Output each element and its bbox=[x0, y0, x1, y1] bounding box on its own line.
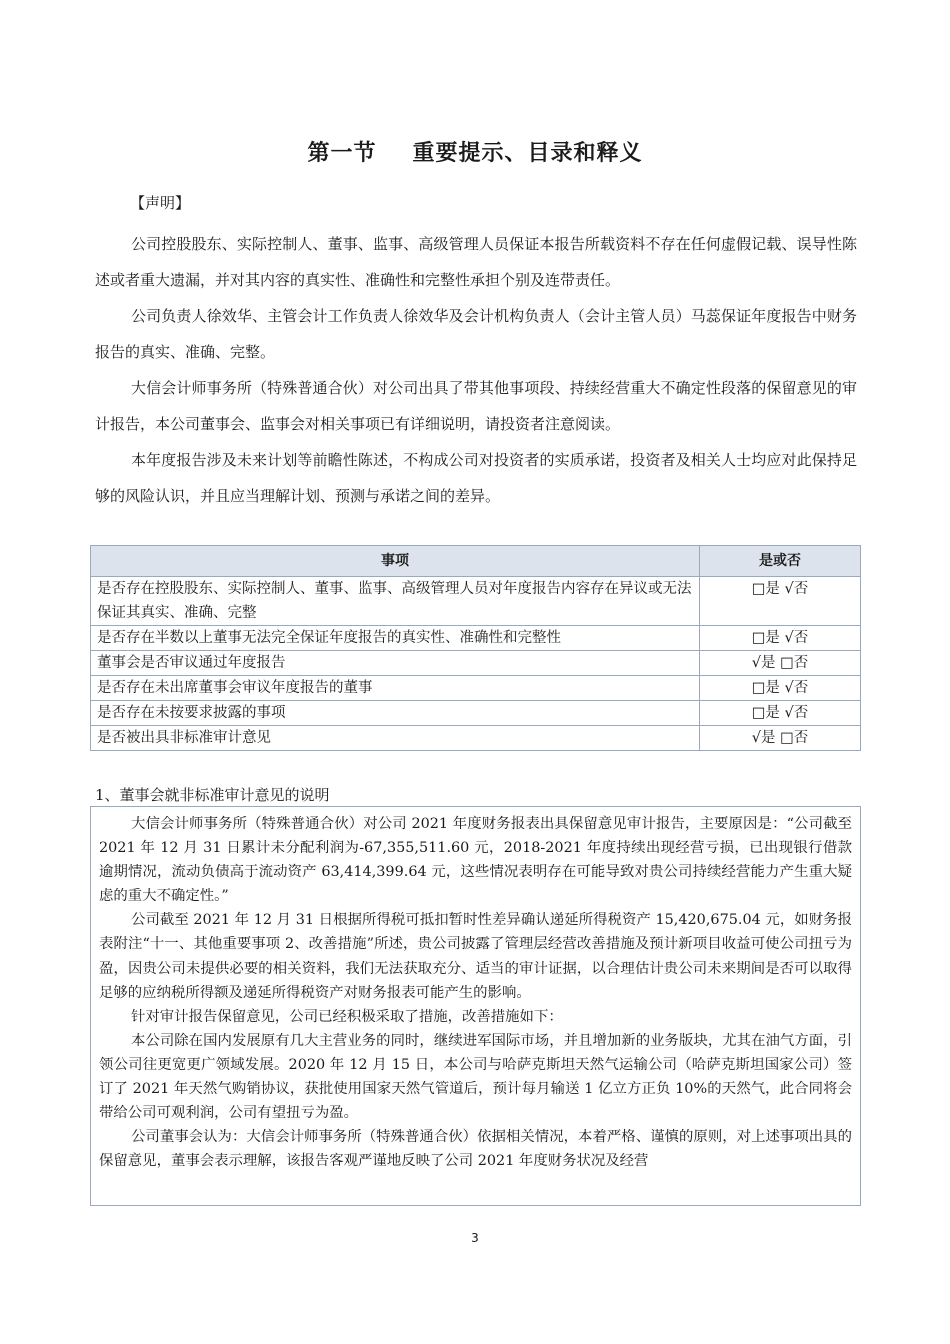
table-cell-answer: √是 □否 bbox=[700, 726, 861, 751]
box-paragraph: 大信会计师事务所（特殊普通合伙）对公司 2021 年度财务报表出具保留意见审计报告，主要原因是：“公司截至 2021 年 12 月 31 日累计未分配利润为-67,355,511.60 元，2018-2021 年度持续出现经营亏损，已出现银行借款逾期情况，流动负债高于流动资产 63,414,399.64 元，这些情况表明存在可能导致对贵公司持续经营能力产生重大疑虑的重大不确定性。” bbox=[99, 816, 852, 905]
table-cell-item: 董事会是否审议通过年度报告 bbox=[91, 651, 700, 676]
declaration-paragraph: 公司控股股东、实际控制人、董事、监事、高级管理人员保证本报告所载资料不存在任何虚假记载、误导性陈述或者重大遗漏，并对其内容的真实性、准确性和完整性承担个别及连带责任。 bbox=[95, 235, 857, 289]
table-row bbox=[91, 676, 861, 701]
subsection-label: 1、董事会就非标准审计意见的说明 bbox=[95, 786, 330, 804]
table-cell-answer: √是 □否 bbox=[700, 651, 861, 676]
table-cell-item: 是否存在半数以上董事无法完全保证年度报告的真实性、准确性和完整性 bbox=[91, 626, 700, 651]
section-title: 重要提示、目录和释义 bbox=[412, 141, 643, 166]
box-paragraph: 公司截至 2021 年 12 月 31 日根据所得税可抵扣暂时性差异确认递延所得税资产 15,420,675.04 元，如财务报表附注“十一、其他重要事项 2、改善措施”所述，贵公司披露了管理层经营改善措施及预计新项目收益可使公司扭亏为盈，因贵公司未提供必要的相关资料，我们无法获取充分、适当的审计证据，以合理估计贵公司未来期间是否可以取得足够的应纳税所得额及递延所得税资产对财务报表可能产生的影响。 bbox=[99, 912, 852, 1001]
section-heading bbox=[0, 136, 950, 167]
table-cell-item: 是否被出具非标准审计意见 bbox=[91, 726, 700, 751]
table-cell-item: 是否存在未按要求披露的事项 bbox=[91, 701, 700, 726]
declaration-paragraph: 大信会计师事务所（特殊普通合伙）对公司出具了带其他事项段、持续经营重大不确定性段落的保留意见的审计报告，本公司董事会、监事会对相关事项已有详细说明，请投资者注意阅读。 bbox=[95, 379, 857, 433]
table-header-row bbox=[91, 546, 861, 577]
disclosure-table bbox=[90, 545, 861, 751]
table-cell-answer: □是 √否 bbox=[700, 626, 861, 651]
table-cell-answer: □是 √否 bbox=[700, 676, 861, 701]
section-number: 第一节 bbox=[307, 141, 377, 166]
table-row bbox=[91, 651, 861, 676]
header-answer: 是或否 bbox=[700, 546, 861, 577]
table-cell-item: 是否存在控股股东、实际控制人、董事、监事、高级管理人员对年度报告内容存在异议或无法保证其真实、准确、完整 bbox=[91, 577, 700, 626]
box-paragraph: 公司董事会认为：大信会计师事务所（特殊普通合伙）依据相关情况，本着严格、谨慎的原则，对上述事项出具的保留意见，董事会表示理解，该报告客观严谨地反映了公司 2021 年度财务状况及经营 bbox=[99, 1129, 852, 1170]
audit-opinion-box bbox=[90, 806, 861, 1206]
table-cell-answer: □是 √否 bbox=[700, 577, 861, 626]
table-cell-item: 是否存在未出席董事会审议年度报告的董事 bbox=[91, 676, 700, 701]
declaration-paragraph: 本年度报告涉及未来计划等前瞻性陈述，不构成公司对投资者的实质承诺，投资者及相关人士均应对此保持足够的风险认识，并且应当理解计划、预测与承诺之间的差异。 bbox=[95, 451, 857, 505]
table-row bbox=[91, 577, 861, 626]
table-row bbox=[91, 701, 861, 726]
table-row bbox=[91, 626, 861, 651]
declaration-paragraph: 公司负责人徐效华、主管会计工作负责人徐效华及会计机构负责人（会计主管人员）马蕊保证年度报告中财务报告的真实、准确、完整。 bbox=[95, 307, 857, 361]
header-item: 事项 bbox=[91, 546, 700, 577]
table-row bbox=[91, 726, 861, 751]
table-cell-answer: □是 √否 bbox=[700, 701, 861, 726]
page-number: 3 bbox=[471, 1231, 479, 1245]
box-paragraph: 本公司除在国内发展原有几大主营业务的同时，继续进军国际市场，并且增加新的业务版块，尤其在油气方面，引领公司往更宽更广领域发展。2020 年 12 月 15 日，本公司与哈萨克斯坦天然气运输公司（哈萨克斯坦国家公司）签订了 2021 年天然气购销协议，获批使用国家天然气管道后，预计每月输送 1 亿立方正负 10%的天然气，此合同将会带给公司可观利润，公司有望扭亏为盈。 bbox=[99, 1032, 852, 1122]
declaration-label: 【声明】 bbox=[130, 194, 191, 212]
box-paragraph: 针对审计报告保留意见，公司已经积极采取了措施，改善措施如下： bbox=[131, 1008, 563, 1025]
